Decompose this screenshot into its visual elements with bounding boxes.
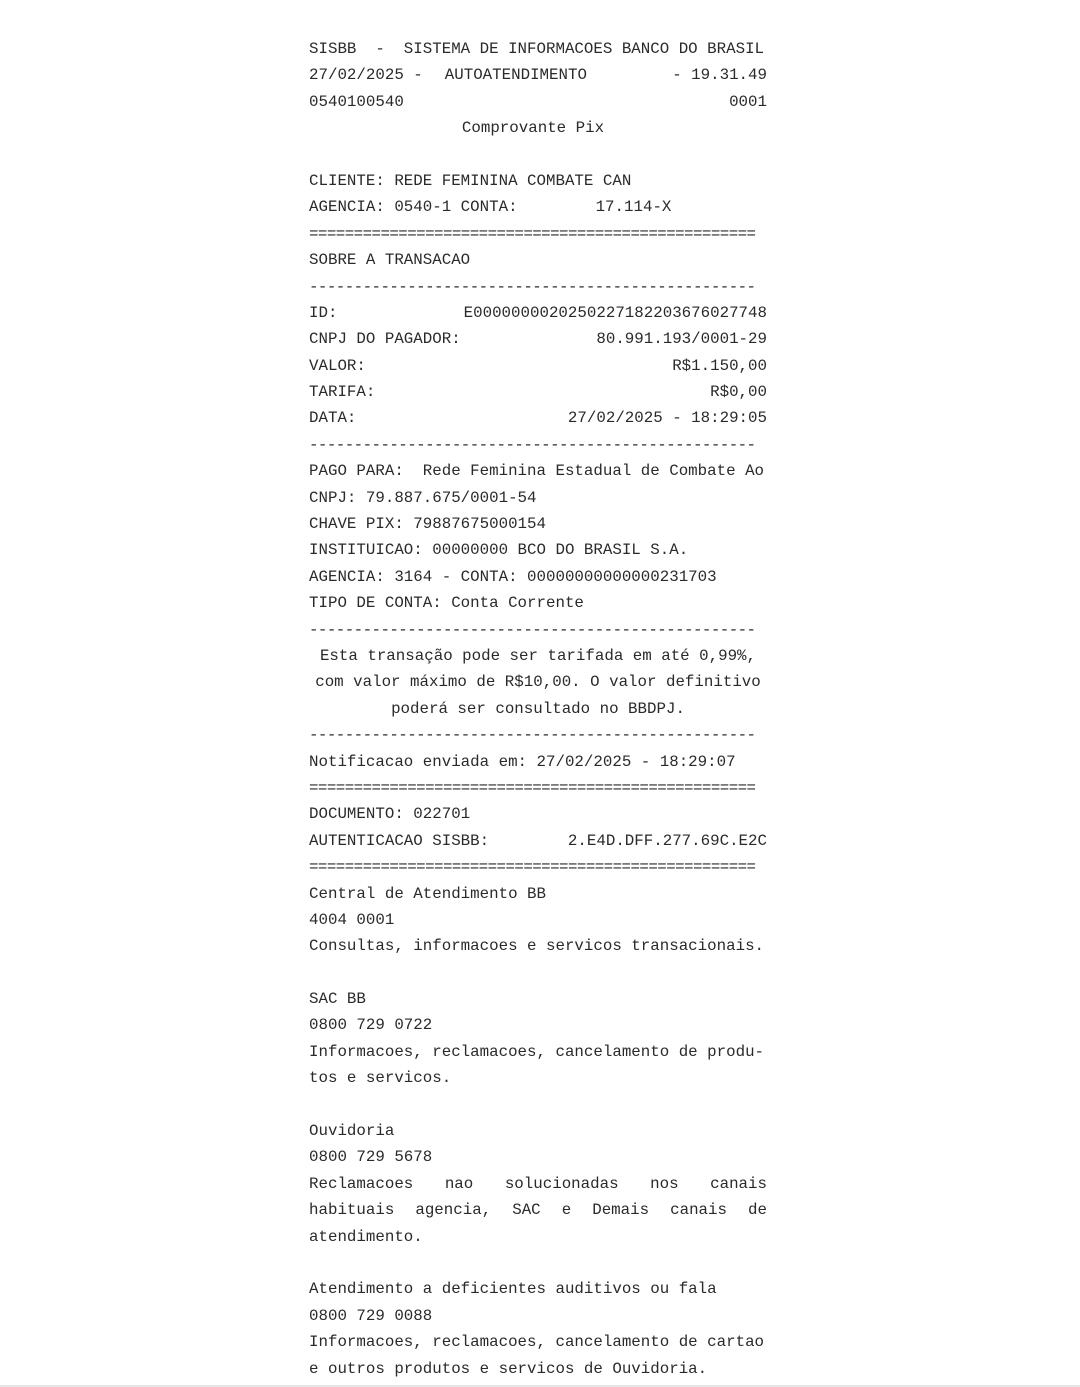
double-rule: ================================================== — [309, 778, 756, 797]
client-account: 17.114-X — [595, 198, 672, 217]
sequence-number: 0001 — [729, 92, 767, 111]
payee-line: AGENCIA: 3164 - CONTA: 00000000000000231703 — [309, 567, 717, 586]
notice-line: Esta transação pode ser tarifada em até 0,99%, — [319, 646, 757, 665]
field-label: TARIFA: — [309, 383, 376, 402]
terminal-id: 0540100540 — [309, 92, 404, 111]
field-label: DATA: — [309, 409, 357, 428]
header-channel: AUTOATENDIMENTO — [444, 66, 587, 85]
contact-central — [309, 881, 767, 960]
contact-description: Informacoes, reclamacoes, cancelamento de produ- — [309, 1042, 765, 1061]
transaction-id: E0000000020250227182203676027748 — [463, 303, 767, 322]
notice-line: com valor máximo de R$10,00. O valor definitivo — [315, 673, 761, 692]
date-value: 27/02/2025 - 18:29:05 — [567, 409, 767, 428]
contact-accessibility — [309, 1276, 767, 1382]
pix-receipt — [309, 36, 767, 1382]
field-value: 80.991.193/0001-29 — [596, 330, 767, 349]
payee-line: PAGO PARA: Rede Feminina Estadual de Combate Ao — [309, 462, 765, 481]
single-rule: -------------------------------------------------- — [309, 435, 756, 454]
system-header: SISBB - SISTEMA DE INFORMACOES BANCO DO BRASIL — [309, 40, 765, 58]
contact-description: tos e servicos. — [309, 1069, 452, 1088]
field-label: ID: — [309, 303, 338, 322]
contact-description: Consultas, informacoes e servicos transacionais. — [309, 937, 765, 956]
contact-description: atendimento. — [309, 1227, 423, 1246]
contact-name: Ouvidoria — [309, 1122, 395, 1141]
contact-phone: 0800 729 0088 — [309, 1306, 433, 1325]
document-number: DOCUMENTO: 022701 — [309, 805, 471, 824]
contact-name: Atendimento a deficientes auditivos ou fala — [309, 1280, 717, 1299]
header-time: - 19.31.49 — [672, 66, 767, 85]
contact-description: Informacoes, reclamacoes, cancelamento de cartao — [309, 1333, 765, 1352]
auth-value: 2.E4D.DFF.277.69C.E2C — [567, 831, 767, 850]
contact-name: Central de Atendimento BB — [309, 884, 546, 903]
contact-phone: 0800 729 0722 — [309, 1016, 433, 1035]
header-date-row — [309, 62, 767, 88]
field-row — [309, 353, 767, 379]
payee-line: CNPJ: 79.887.675/0001-54 — [309, 488, 537, 507]
double-rule: ================================================== — [309, 224, 756, 243]
contact-sac — [309, 986, 767, 1092]
notification-line: Notificacao enviada em: 27/02/2025 - 18:29:07 — [309, 752, 736, 771]
client-agency: AGENCIA: 0540-1 CONTA: — [309, 198, 518, 217]
contact-description: habituais agencia, SAC e Demais canais de — [309, 1201, 767, 1220]
contact-name: SAC BB — [309, 990, 366, 1009]
field-row — [309, 405, 767, 431]
receipt-title: Comprovante Pix — [461, 119, 605, 138]
header-terminal-row — [309, 89, 767, 115]
double-rule: ================================================== — [309, 858, 756, 877]
field-row — [309, 326, 767, 352]
contact-description: Reclamacoes nao solucionadas nos canais — [309, 1174, 767, 1193]
field-label: VALOR: — [309, 356, 366, 375]
amount-value: R$1.150,00 — [672, 356, 767, 375]
contact-ouvidoria — [309, 1118, 767, 1250]
notice-line: poderá ser consultado no BBDPJ. — [391, 699, 685, 718]
client-account-row — [309, 194, 767, 220]
fee-value: R$0,00 — [710, 383, 767, 402]
payee-line: INSTITUICAO: 00000000 BCO DO BRASIL S.A. — [309, 541, 689, 560]
header-date: 27/02/2025 - — [309, 66, 423, 85]
field-row — [309, 300, 767, 326]
section-title: SOBRE A TRANSACAO — [309, 251, 471, 270]
single-rule: -------------------------------------------------- — [309, 620, 756, 639]
client-name: CLIENTE: REDE FEMININA COMBATE CAN — [309, 171, 632, 190]
contact-phone: 4004 0001 — [309, 910, 395, 929]
single-rule: -------------------------------------------------- — [309, 277, 756, 296]
single-rule: -------------------------------------------------- — [309, 726, 756, 745]
field-row — [309, 379, 767, 405]
authentication-row — [309, 828, 767, 854]
auth-label: AUTENTICACAO SISBB: — [309, 831, 490, 850]
contact-phone: 0800 729 5678 — [309, 1148, 433, 1167]
payee-line: CHAVE PIX: 79887675000154 — [309, 515, 546, 534]
payee-line: TIPO DE CONTA: Conta Corrente — [309, 594, 584, 613]
contact-description: e outros produtos e servicos de Ouvidoria. — [309, 1359, 708, 1378]
field-label: CNPJ DO PAGADOR: — [309, 330, 461, 349]
